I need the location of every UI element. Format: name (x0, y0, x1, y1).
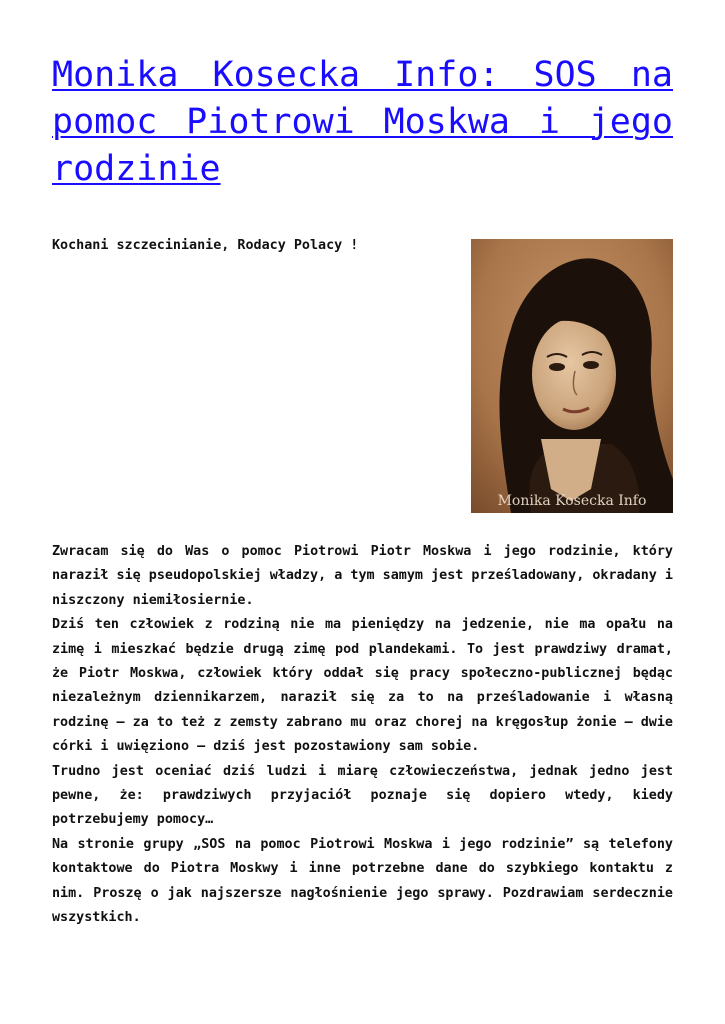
paragraph-1: Zwracam się do Was o pomoc Piotrowi Piotr Moskwa i jego rodzinie, który naraził się pseudopolskiej władzy, a tym samym jest prześladowany, okradany i niszczony niemiłosiernie. (52, 544, 673, 608)
paragraph-4: Na stronie grupy „SOS na pomoc Piotrowi Moskwa i jego rodzinie” są telefony kontaktowe do Piotra Moskwy i inne potrzebne dane do szybkiego kontaktu z nim. Proszę o jak najszersze nagłośnienie jego sprawy. Pozdrawiam serdecznie wszystkich. (52, 836, 673, 926)
title-line-3[interactable]: rodzinie (52, 149, 221, 189)
paragraph-2: Dziś ten człowiek z rodziną nie ma pieniędzy na jedzenie, nie ma opału na zimę i mieszkać będzie drugą zimę pod plandekami. To jest prawdziwy dramat, że Piotr Moskwa, człowiek który oddał się pracy społeczno-publicznej będąc niezależnym dziennikarzem, naraził się za to na prześladowanie i własną rodzinę – za to też z zemsty zabrano mu oraz chorej na kręgosłup żonie – dwie córki i uwięziono – dziś jest pozostawiony sam sobie. (52, 617, 673, 755)
article-body (52, 540, 673, 931)
portrait-image (471, 239, 673, 513)
title-line-2[interactable]: pomoc Piotrowi Moskwa i jego (52, 102, 673, 142)
title-line-1[interactable]: Monika Kosecka Info: SOS na (52, 55, 673, 95)
paragraph-3: Trudno jest oceniać dziś ludzi i miarę człowieczeństwa, jednak jedno jest pewne, że: prawdziwych przyjaciół poznaje się dopiero wtedy, kiedy potrzebujemy pomocy… (52, 763, 673, 828)
intro-section (52, 237, 673, 512)
article (52, 52, 673, 926)
article-title-link[interactable] (52, 52, 673, 193)
portrait-photo (471, 239, 673, 513)
greeting-text: Kochani szczecinianie, Rodacy Polacy ! (52, 238, 359, 253)
photo-watermark: Monika Kosecka Info (497, 493, 647, 509)
